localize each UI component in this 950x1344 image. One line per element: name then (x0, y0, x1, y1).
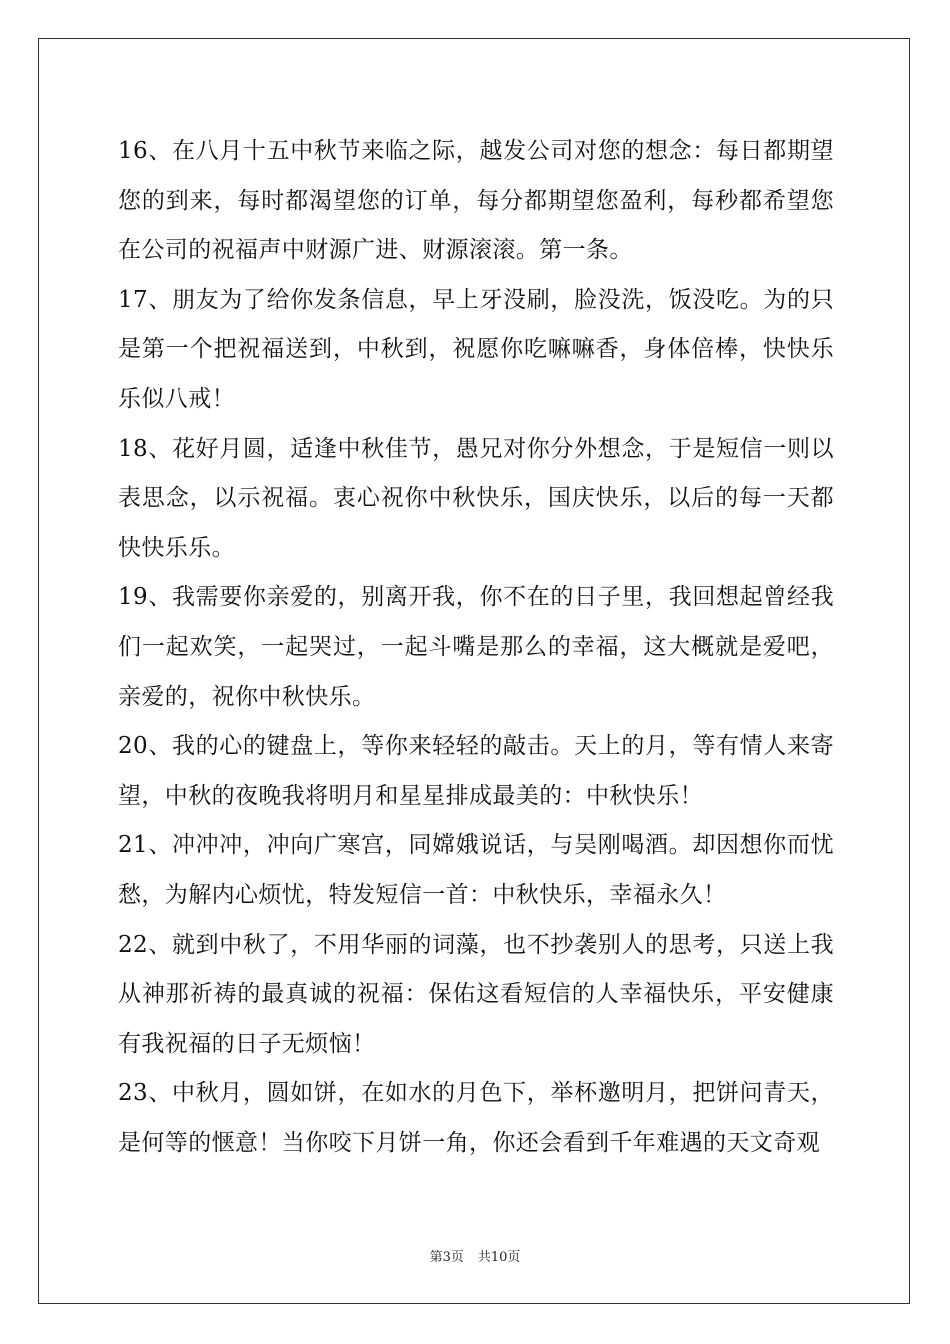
document-body (118, 127, 834, 1168)
paragraph-22: 22、就到中秋了，不用华丽的词藻，也不抄袭别人的思考，只送上我从神那祈祷的最真诚的祝福：保佑这看短信的人幸福快乐，平安健康有我祝福的日子无烦恼！ (118, 931, 834, 1057)
page-footer (0, 1246, 950, 1265)
paragraph-21: 21、冲冲冲，冲向广寒宫，同嫦娥说话，与吴刚喝酒。却因想你而忧愁，为解内心烦忧，特发短信一首：中秋快乐，幸福永久！ (118, 832, 834, 908)
paragraph-19: 19、我需要你亲爱的，别离开我，你不在的日子里，我回想起曾经我们一起欢笑，一起哭过，一起斗嘴是那么的幸福，这大概就是爱吧，亲爱的，祝你中秋快乐。 (118, 584, 834, 710)
paragraph-18: 18、花好月圆，适逢中秋佳节，愚兄对你分外想念，于是短信一则以表思念，以示祝福。衷心祝你中秋快乐，国庆快乐，以后的每一天都快快乐乐。 (118, 435, 834, 561)
paragraph-17: 17、朋友为了给你发条信息，早上牙没刷，脸没洗，饭没吃。为的只是第一个把祝福送到，中秋到，祝愿你吃嘛嘛香，身体倍棒，快快乐乐似八戒！ (118, 286, 834, 412)
paragraph-20: 20、我的心的键盘上，等你来轻轻的敲击。天上的月，等有情人来寄望，中秋的夜晚我将明月和星星排成最美的：中秋快乐！ (118, 733, 834, 809)
page-total: 共10页 (477, 1250, 521, 1265)
paragraph-16: 16、在八月十五中秋节来临之际，越发公司对您的想念：每日都期望您的到来，每时都渴望您的订单，每分都期望您盈利，每秒都希望您在公司的祝福声中财源广进、财源滚滚。第一条。 (118, 138, 834, 264)
page-number: 第3页 (429, 1250, 464, 1265)
paragraph-23: 23、中秋月，圆如饼，在如水的月色下，举杯邀明月，把饼问青天，是何等的惬意！当你咬下月饼一角，你还会看到千年难遇的天文奇观 (118, 1080, 834, 1156)
